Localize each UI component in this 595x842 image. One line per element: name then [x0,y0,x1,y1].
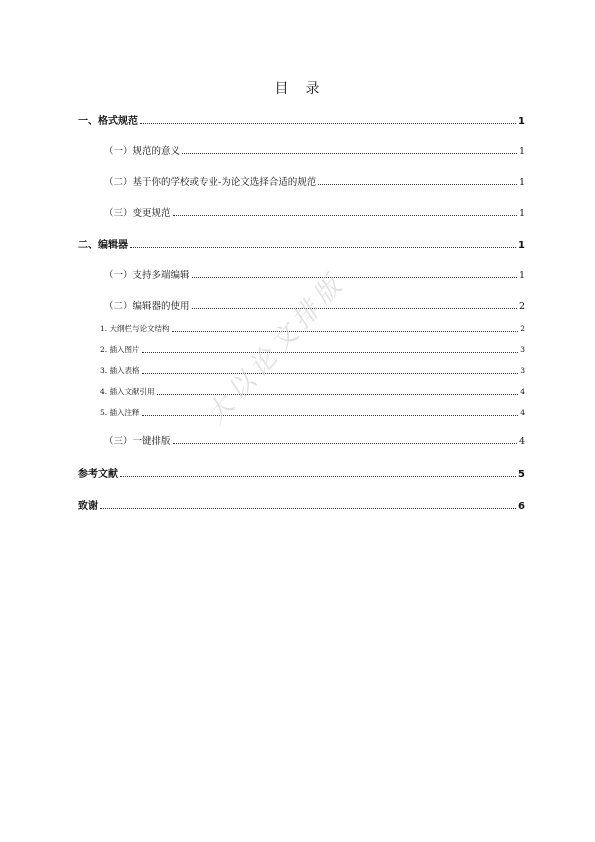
toc-entry-label: 3. 插入表格 [100,366,140,375]
toc-entry[interactable] [100,407,525,418]
toc-entry[interactable] [104,143,525,157]
toc-title-char-1: 目 [274,81,290,97]
leader-dots [142,415,519,416]
leader-dots [130,247,516,248]
toc-entry-page: 1 [518,270,525,281]
toc-entry[interactable] [104,433,525,447]
toc-entry-page: 5 [518,469,525,480]
leader-dots [173,215,517,216]
toc-entry-label: 5. 插入注释 [100,408,140,417]
toc-entry-page: 1 [518,208,525,219]
toc-entry-label: 1. 大纲栏与论文结构 [100,324,170,333]
toc-entry[interactable] [78,112,525,127]
toc-entry-label: （二）编辑器的使用 [104,301,190,312]
toc-entry-page: 2 [520,324,525,333]
leader-dots [318,184,517,185]
leader-dots [173,443,517,444]
toc-entry[interactable] [100,386,525,397]
toc-entry-page: 1 [518,116,525,127]
toc-title-char-2: 录 [305,81,321,97]
toc-entry[interactable] [78,236,525,251]
leader-dots [192,277,517,278]
leader-dots [140,123,516,124]
toc-entry-page: 3 [520,345,525,354]
leader-dots [142,352,519,353]
toc-entry[interactable] [104,205,525,219]
toc-entry-label: （一）规范的意义 [104,146,181,157]
toc-entry-page: 4 [520,387,525,396]
toc-entry-label: 二、编辑器 [78,240,128,251]
leader-dots [100,508,516,509]
toc-entry-label: 2. 插入图片 [100,345,140,354]
toc-entry[interactable] [100,365,525,376]
toc-entry[interactable] [78,465,525,480]
toc-entry-label: 致谢 [78,501,98,512]
leader-dots [120,476,516,477]
toc-entry[interactable] [100,344,525,355]
toc-entry-label: （一）支持多端编辑 [104,270,190,281]
toc-entry-page: 6 [518,501,525,512]
toc-entry-page: 1 [518,177,525,188]
toc-entry-label: （三）变更规范 [104,208,171,219]
watermark: 大以论文排版 [200,267,352,431]
leader-dots [142,373,519,374]
toc-entry-page: 2 [518,301,525,312]
toc-entry-page: 3 [520,366,525,375]
toc-entry-page: 4 [520,408,525,417]
leader-dots [172,331,519,332]
toc-entry-label: （三）一键排版 [104,436,171,447]
toc-entry[interactable] [78,497,525,512]
toc-entry-page: 1 [518,240,525,251]
leader-dots [192,308,517,309]
toc-entry-label: 4. 插入文献引用 [100,387,155,396]
toc-entry-label: 一、格式规范 [78,116,138,127]
toc-entry-page: 1 [518,146,525,157]
toc-entry[interactable] [104,174,525,188]
toc-entry-page: 4 [518,436,525,447]
leader-dots [182,153,517,154]
toc-entry-label: （二）基于你的学校或专业-为论文选择合适的规范 [104,177,317,188]
toc-entry-label: 参考文献 [78,469,118,480]
